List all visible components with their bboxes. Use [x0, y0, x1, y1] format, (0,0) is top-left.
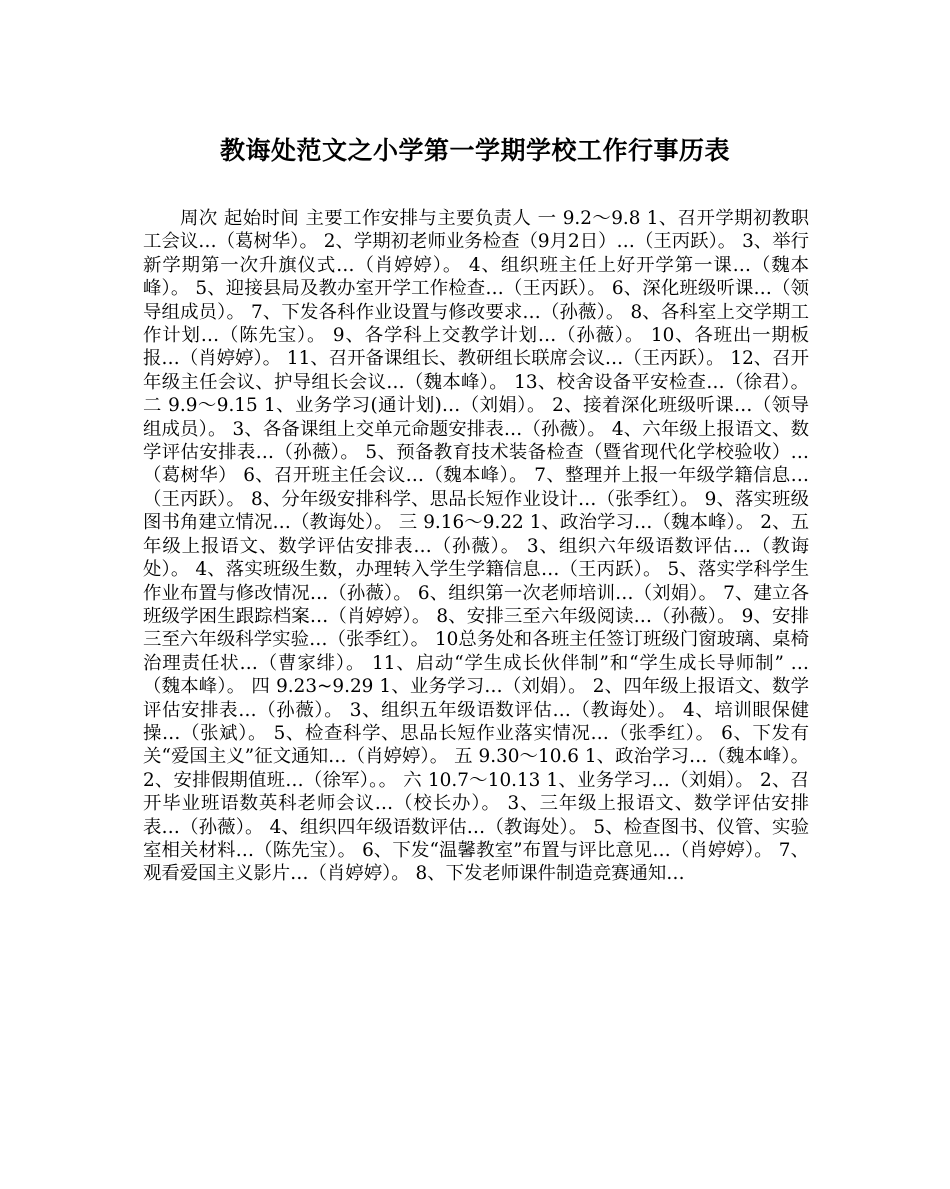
document-title: 教诲处范文之小学第一学期学校工作行事历表: [219, 136, 730, 165]
document-body-text: 周次 起始时间 主要工作安排与主要负责人 一 9.2～9.8 1、召开学期初教职工会议…（葛树华）。 2、学期初老师业务检查（9月2日）…（王丙跃）。 3、举行新学期第一次升旗仪式…（肖婷婷）。 4、组织班主任上好开学第一课…（魏本峰）。 5、迎接县局及教办室开学工作检查…（王丙跃）。 6、深化班级听课…（领导组成员）。 7、下发各科作业设置与修改要求…（孙薇）。 8、各科室上交学期工作计划…（陈先宝）。 9、各学科上交教学计划…（孙薇）。 10、各班出一期板报…（肖婷婷）。 11、召开备课组长、教研组长联席会议…（王丙跃）。 12、召开年级主任会议、护导组长会议…（魏本峰）。 13、校舍设备平安检查…（徐君）。 二 9.9～9.15 1、业务学习(通计划)…（刘娟）。 2、接着深化班级听课…（领导组成员）。 3、各备课组上交单元命题安排表…（孙薇）。 4、六年级上报语文、数学评估安排表…（孙薇）。 5、预备教育技术装备检查（暨省现代化学校验收）…（葛树华） 6、召开班主任会议…（魏本峰）。 7、整理并上报一年级学籍信息…（王丙跃）。 8、分年级安排科学、思品长短作业设计…（张季红）。 9、落实班级图书角建立情况…（教诲处）。 三 9.16～9.22 1、政治学习…（魏本峰）。 2、五年级上报语文、数学评估安排表…（孙薇）。 3、组织六年级语数评估…（教诲处）。 4、落实班级生数，办理转入学生学籍信息…（王丙跃）。 5、落实学科学生作业布置与修改情况…（孙薇）。 6、组织第一次老师培训…（刘娟）。 7、建立各班级学困生跟踪档案…（肖婷婷）。 8、安排三至六年级阅读…（孙薇）。 9、安排三至六年级科学实验…（张季红）。 10总务处和各班主任签订班级门窗玻璃、桌椅治理责任状…（曹家绯）。 11、启动“学生成长伙伴制”和“学生成长导师制” …（魏本峰）。 四 9.23~9.29 1、业务学习…（刘娟）。 2、四年级上报语文、数学评估安排表…（孙薇）。 3、组织五年级语数评估…（教诲处）。 4、培训眼保健操…（张斌）。 5、检查科学、思品长短作业落实情况…（张季红）。 6、下发有关“爱国主义”征文通知…（肖婷婷）。 五 9.30～10.6 1、政治学习…（魏本峰）。 2、安排假期值班…（徐军）。。 六 10.7～10.13 1、业务学习…（刘娟）。 2、召开毕业班语数英科老师会议…（校长办）。 3、三年级上报语文、数学评估安排表…（孙薇）。 4、组织四年级语数评估…（教诲处）。 5、检查图书、仪管、实验室相关材料…（陈先宝）。 6、下发“温馨教室”布置与评比意见…（肖婷婷）。 7、观看爱国主义影片…（肖婷婷）。 8、下发老师课件制造竞赛通知…: [143, 208, 809, 885]
